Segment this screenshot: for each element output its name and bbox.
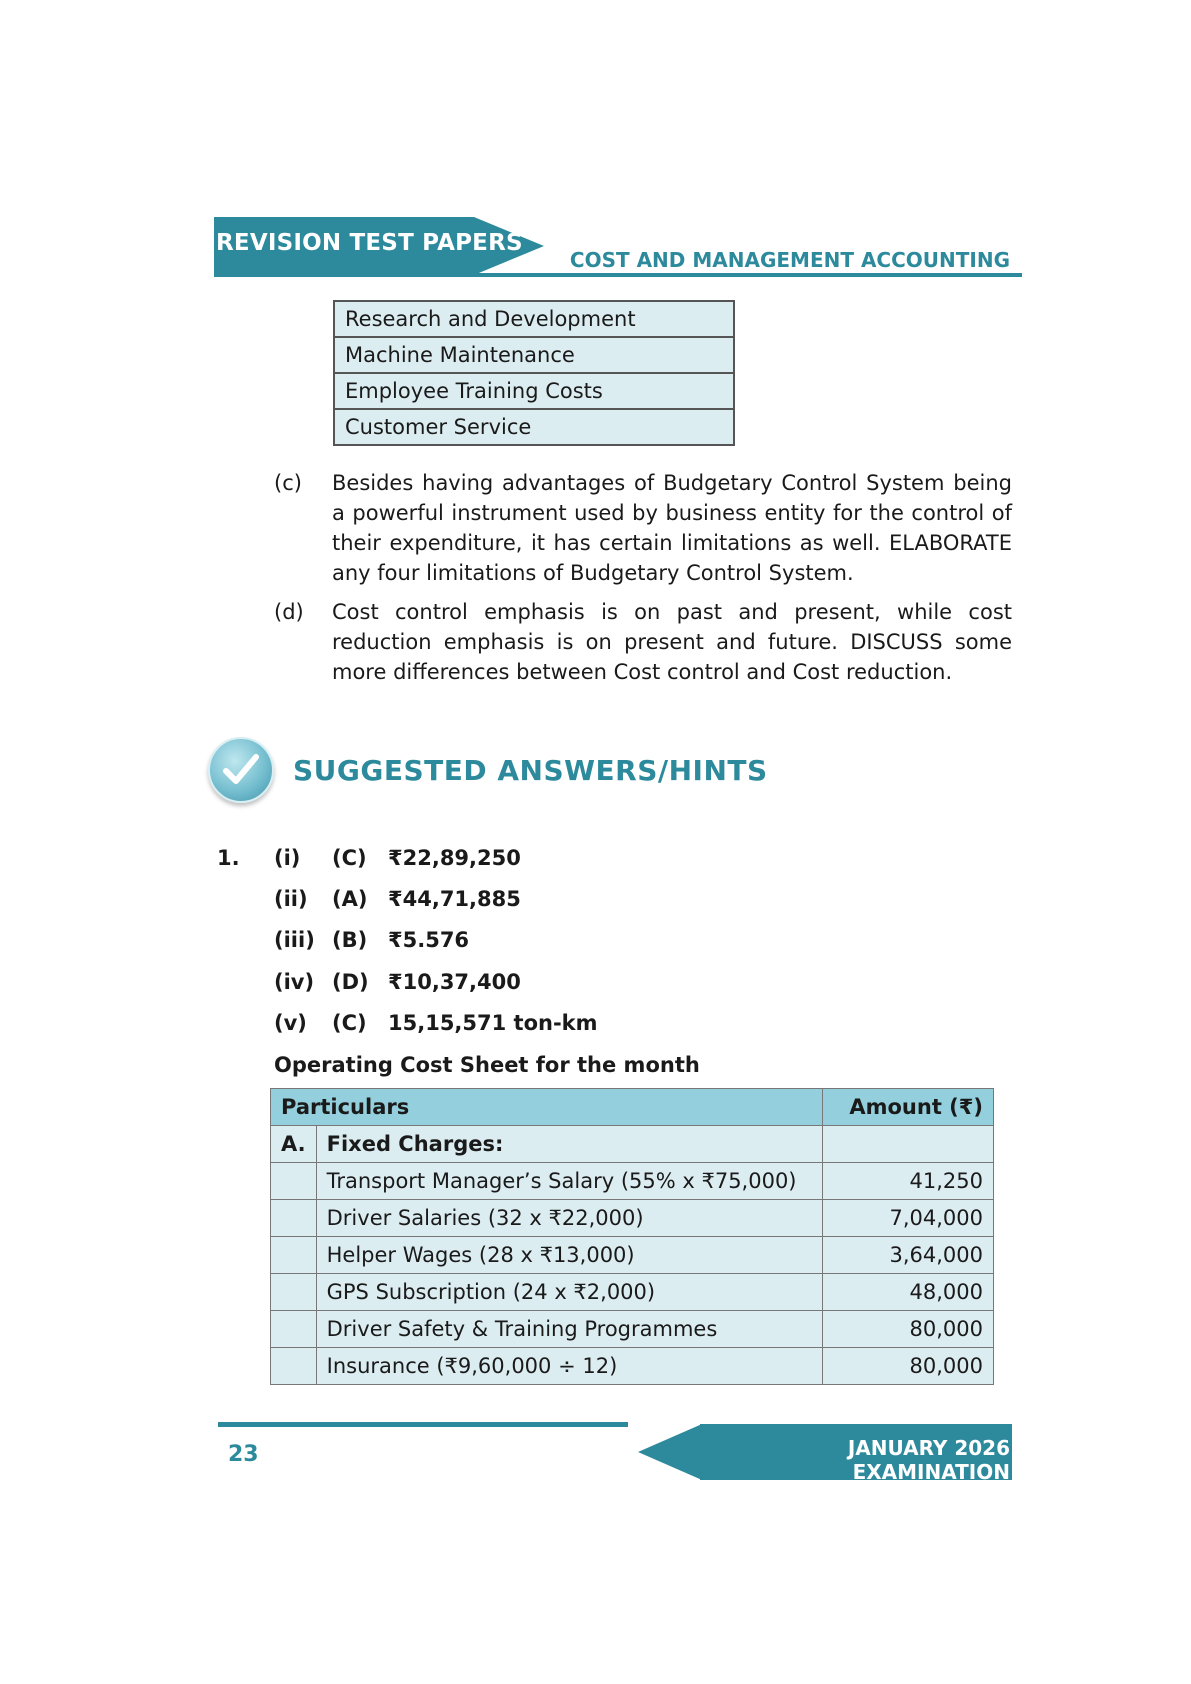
answer-value: ₹10,37,400	[388, 970, 521, 994]
particular-cell: Transport Manager’s Salary (55% x ₹75,000)	[316, 1163, 822, 1200]
blank-cell	[271, 1237, 317, 1274]
cost-item-cell: Employee Training Costs	[334, 373, 734, 409]
answer-option: (B)	[332, 928, 368, 952]
answer-roman: (i)	[274, 846, 301, 870]
answer-value: ₹44,71,885	[388, 887, 521, 911]
table-row	[271, 1200, 994, 1237]
blank-cell	[271, 1311, 317, 1348]
answer-value: 15,15,571 ton-km	[388, 1011, 598, 1035]
answer-roman: (v)	[274, 1011, 307, 1035]
blank-cell	[271, 1163, 317, 1200]
particular-cell: GPS Subscription (24 x ₹2,000)	[316, 1274, 822, 1311]
amount-cell: 80,000	[823, 1348, 994, 1385]
question-text: Cost control emphasis is on past and present, while cost reduction emphasis is on present and future. DISCUSS some more differences between Cost control and Cost reduction.	[332, 600, 1012, 684]
table-row	[271, 1163, 994, 1200]
answer-option: (C)	[332, 1011, 367, 1035]
question-c	[274, 468, 1012, 588]
header-tab-label: REVISION TEST PAPERS	[216, 230, 523, 256]
footer-rule	[218, 1422, 628, 1427]
amount-cell: 48,000	[823, 1274, 994, 1311]
answer-row	[274, 1011, 598, 1051]
table-row	[334, 409, 734, 445]
answer-row	[274, 846, 521, 886]
table-row	[271, 1311, 994, 1348]
operating-cost-sheet-table	[270, 1088, 994, 1385]
answer-row	[274, 928, 469, 968]
suggested-answers-title: SUGGESTED ANSWERS/HINTS	[293, 754, 768, 787]
table-header-row	[271, 1089, 994, 1126]
answer-option: (D)	[332, 970, 369, 994]
table-row	[334, 301, 734, 337]
particular-cell: Driver Salaries (32 x ₹22,000)	[316, 1200, 822, 1237]
section-amount-cell	[823, 1126, 994, 1163]
answer-number: 1.	[217, 846, 240, 870]
blank-cell	[271, 1200, 317, 1237]
table-row	[271, 1348, 994, 1385]
answer-roman: (iii)	[274, 928, 315, 952]
amount-cell: 7,04,000	[823, 1200, 994, 1237]
cost-item-cell: Research and Development	[334, 301, 734, 337]
answer-row	[274, 887, 521, 927]
checkmark-icon	[208, 737, 274, 803]
answer-option: (C)	[332, 846, 367, 870]
answer-roman: (ii)	[274, 887, 308, 911]
answer-option: (A)	[332, 887, 368, 911]
table-row	[271, 1274, 994, 1311]
answer-value: ₹22,89,250	[388, 846, 521, 870]
particulars-header: Particulars	[271, 1089, 823, 1126]
cost-item-cell: Customer Service	[334, 409, 734, 445]
table-row	[271, 1237, 994, 1274]
page-number: 23	[228, 1442, 259, 1467]
header-subject: COST AND MANAGEMENT ACCOUNTING	[569, 248, 1010, 272]
amount-cell: 41,250	[823, 1163, 994, 1200]
cost-items-table	[333, 300, 735, 446]
amount-cell: 3,64,000	[823, 1237, 994, 1274]
section-title: Fixed Charges:	[316, 1126, 822, 1163]
question-d	[274, 597, 1012, 687]
answer-row	[274, 970, 521, 1010]
particular-cell: Driver Safety & Training Programmes	[316, 1311, 822, 1348]
cost-sheet-title: Operating Cost Sheet for the month	[274, 1053, 700, 1077]
table-row	[334, 337, 734, 373]
amount-cell: 80,000	[823, 1311, 994, 1348]
particular-cell: Insurance (₹9,60,000 ÷ 12)	[316, 1348, 822, 1385]
particular-cell: Helper Wages (28 x ₹13,000)	[316, 1237, 822, 1274]
cost-item-cell: Machine Maintenance	[334, 337, 734, 373]
section-row	[271, 1126, 994, 1163]
blank-cell	[271, 1348, 317, 1385]
question-label: (d)	[274, 600, 304, 624]
answer-roman: (iv)	[274, 970, 315, 994]
answer-value: ₹5.576	[388, 928, 470, 952]
question-label: (c)	[274, 471, 302, 495]
amount-header: Amount (₹)	[823, 1089, 994, 1126]
question-text: Besides having advantages of Budgetary Control System being a powerful instrument used by business entity for the control of their expenditure, it has certain limitations as well. ELABORATE any four limitations of Budgetary Control System.	[332, 471, 1012, 585]
table-row	[334, 373, 734, 409]
footer-exam-label: JANUARY 2026 EXAMINATION	[847, 1436, 1010, 1484]
section-label: A.	[271, 1126, 317, 1163]
header-rule	[214, 273, 1022, 277]
blank-cell	[271, 1274, 317, 1311]
